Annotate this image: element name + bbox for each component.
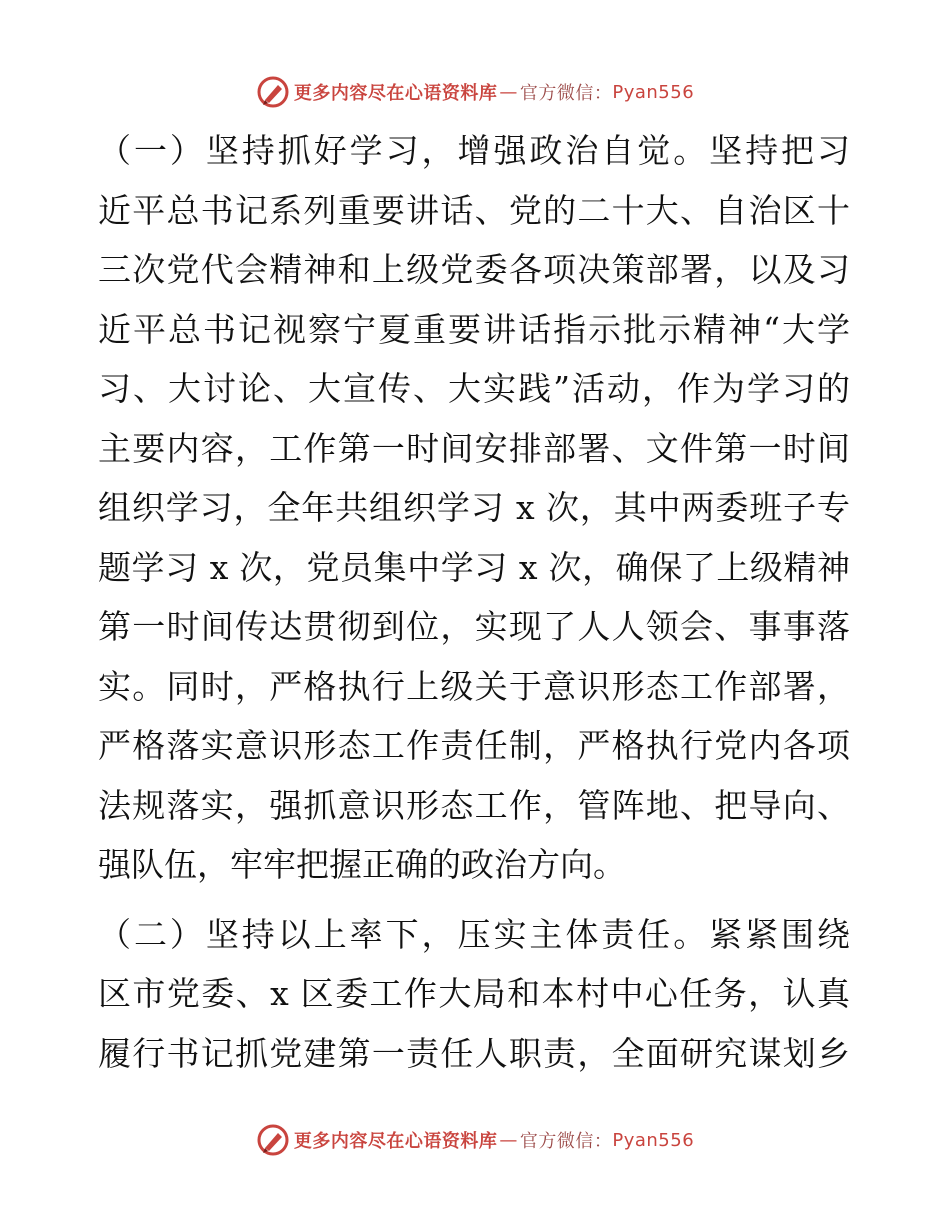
banner-wechat-label: 官方微信：	[519, 83, 613, 104]
banner-dash: —	[499, 81, 518, 103]
banner-dash: —	[499, 1129, 518, 1151]
paragraph-2	[98, 905, 850, 1084]
banner-title: 更多内容尽在心语资料库	[293, 83, 498, 104]
text-line: 近平总书记视察宁夏重要讲话指示批示精神“大学	[98, 309, 850, 349]
footer-banner	[0, 1120, 950, 1160]
document-body	[98, 121, 850, 1083]
text-line: 区市党委、x 区委工作大局和本村中心任务，认真	[98, 974, 850, 1013]
pen-nib-icon	[256, 1123, 290, 1157]
text-line: 习、大讨论、大宣传、大实践”活动，作为学习的	[98, 369, 850, 408]
text-line: 近平总书记系列重要讲话、党的二十大、自治区十	[98, 190, 850, 230]
paragraph-gap	[98, 895, 850, 905]
text-line: 法规落实，强抓意识形态工作，管阵地、把导向、	[98, 785, 850, 825]
text-line: （一）坚持抓好学习，增强政治自觉。坚持把习	[98, 131, 850, 170]
header-banner	[0, 72, 950, 112]
text-line: 组织学习，全年共组织学习 x 次，其中两委班子专	[98, 488, 850, 527]
pen-nib-icon	[256, 75, 290, 109]
text-line: 主要内容，工作第一时间安排部署、文件第一时间	[98, 428, 850, 468]
text-line: 题学习 x 次，党员集中学习 x 次，确保了上级精神	[98, 547, 850, 587]
text-line: 履行书记抓党建第一责任人职责，全面研究谋划乡	[98, 1033, 850, 1073]
text-line: 强队伍，牢牢把握正确的政治方向。	[98, 845, 626, 884]
banner-wechat-label: 官方微信：	[519, 1131, 613, 1152]
banner-title: 更多内容尽在心语资料库	[293, 1131, 498, 1152]
text-line: 实。同时，严格执行上级关于意识形态工作部署，	[98, 666, 850, 706]
banner-wechat-id: Pyan556	[612, 81, 695, 103]
text-line: 三次党代会精神和上级党委各项决策部署，以及习	[98, 250, 850, 289]
text-line: （二）坚持以上率下，压实主体责任。紧紧围绕	[98, 914, 850, 954]
text-line: 严格落实意识形态工作责任制，严格执行党内各项	[98, 726, 850, 765]
paragraph-1	[98, 121, 850, 895]
banner-wechat-id: Pyan556	[612, 1129, 695, 1151]
text-line: 第一时间传达贯彻到位，实现了人人领会、事事落	[98, 607, 850, 646]
